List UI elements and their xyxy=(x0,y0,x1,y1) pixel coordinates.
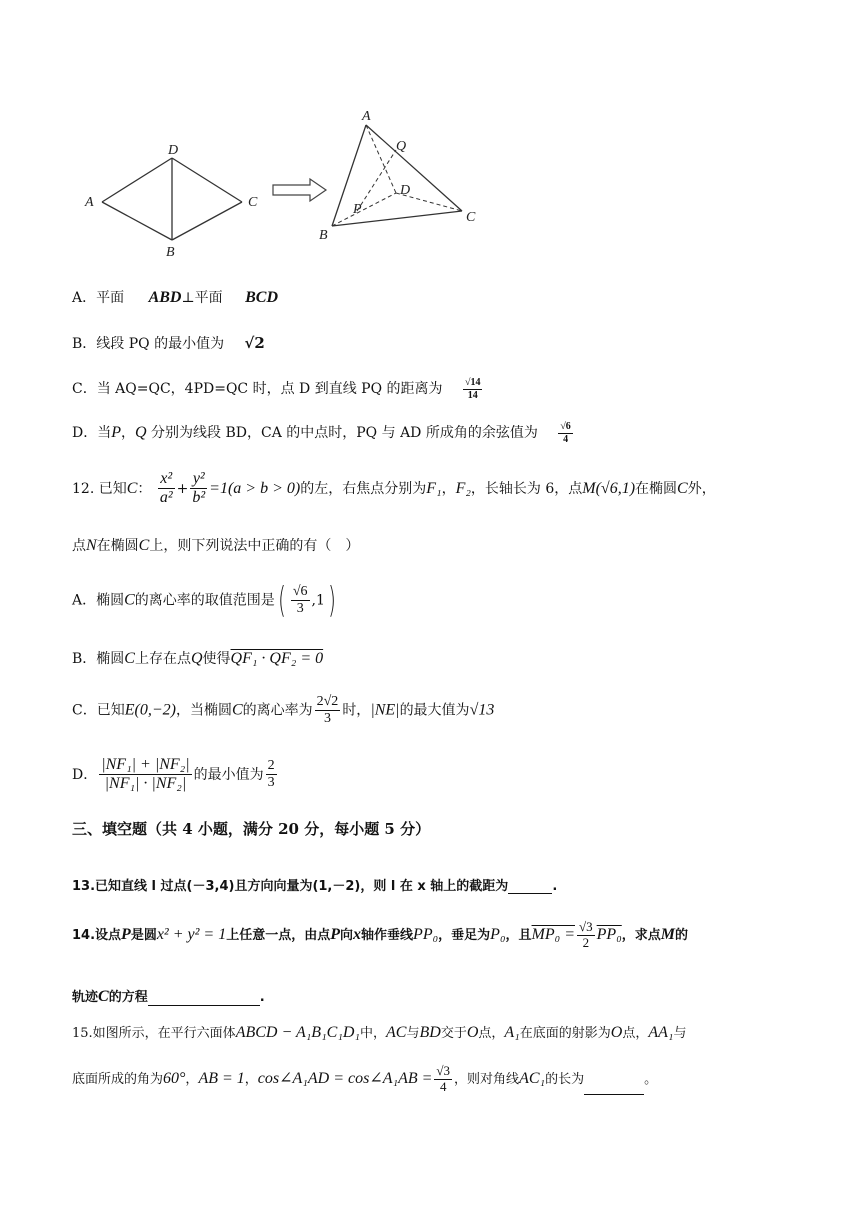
q15-line2: 底面所成的角为60°，AB = 1，cos∠A₁AD = cos∠A₁AB = $\frac{√3}{4}$ ，则对角线AC₁的长为 。 xyxy=(72,1063,658,1094)
q15: 15.如图所示，在平行六面体ABCD − A₁B₁C₁D₁中，AC与BD交于O点，A₁在底面的射影为O点，AA₁与 xyxy=(72,1024,687,1041)
label-c-left: C xyxy=(248,195,258,210)
edge-dc xyxy=(172,158,242,202)
label-d-right: D xyxy=(400,183,411,198)
q11-option-d: D．当P，Q 分别为线段 BD，CA 的中点时，PQ 与 AD 所成角的余弦值为 $\frac{√6}{4}$ xyxy=(72,421,571,445)
label-p-right: P xyxy=(353,202,362,217)
label-a-right: A xyxy=(362,109,371,124)
section-title: 三、填空题（共 4 小题，满分 20 分，每小题 5 分） xyxy=(72,820,431,838)
q14: 14.设点P是圆x² + y² = 1上任意一点，由点P向x轴作垂线PP₀，垂足为P₀，且MP₀ = $\frac{√3}{2}$ PP₀，求点M的 xyxy=(72,919,689,950)
label-b-right: B xyxy=(319,228,328,243)
q12-option-b: B．椭圆C上存在点Q使得QF₁ · QF₂ = 0 xyxy=(72,650,324,667)
edge-bc xyxy=(332,211,462,226)
q12-option-c: C．已知E(0,−2)，当椭圆C的离心率为 $\frac{2√2}{3}$ 时，|NE|的最大值为√13 xyxy=(72,694,495,727)
edge-ac xyxy=(366,125,462,211)
q12-option-a: A．椭圆C的离心率的取值范围是( $\frac{√6}{3}$ ,1) xyxy=(72,580,336,621)
q11-option-c: C．当 AQ=QC，4PD=QC 时，点 D 到直线 PQ 的距离为 $\frac{√14}{14}$ xyxy=(72,377,481,401)
answer-blank xyxy=(148,991,260,1006)
label-c-right: C xyxy=(466,210,476,225)
geometry-figure xyxy=(70,100,490,270)
edge-ad xyxy=(102,158,172,202)
q12-stem: 12. 已知C： $\frac{\text{x²}}{\text{a²}}$ + $\frac{\text{y²}}{\text{b²}}$ =1(a > b > 0)的左，右焦点分别为F₁，F₂，长轴长为 6，点M(√6,1)在椭圆C外， xyxy=(72,470,716,507)
q14-line2: 轨迹C的方程 . xyxy=(72,988,265,1005)
edge-cb xyxy=(172,202,242,240)
segment-pq xyxy=(357,150,396,211)
answer-blank xyxy=(508,879,552,894)
q13: 13.已知直线 l 过点(－3,4)且方向向量为(1,－2)，则 l 在 x 轴上的截距为 . xyxy=(72,879,558,894)
answer-blank xyxy=(584,1080,644,1095)
fraction-sqrt14-14: $\frac{√14}{14}$ xyxy=(464,377,481,401)
label-a-left: A xyxy=(85,195,94,210)
q12-stem-line2: 点N在椭圆C上，则下列说法中正确的有（ ） xyxy=(72,537,360,554)
q11-option-a: A．平面 ABD⊥平面 BCD xyxy=(72,289,279,306)
q12-option-d: D． $\frac{\text{|NF₁| + |NF₂|}}{\text{|NF₁| · |NF₂|}}$ 的最小值为 $\frac{2}{3}$ xyxy=(72,756,275,793)
label-b-left: B xyxy=(166,245,175,260)
transform-arrow-icon xyxy=(273,179,326,201)
edge-ba xyxy=(102,202,172,240)
label-d-left: D xyxy=(168,143,179,158)
q11-option-b: B．线段 PQ 的最小值为 √2 xyxy=(72,334,265,352)
fraction-sqrt6-4: $\frac{√6}{4}$ xyxy=(560,421,571,445)
label-q-right: Q xyxy=(396,139,407,154)
edge-ad-hidden xyxy=(366,125,396,193)
